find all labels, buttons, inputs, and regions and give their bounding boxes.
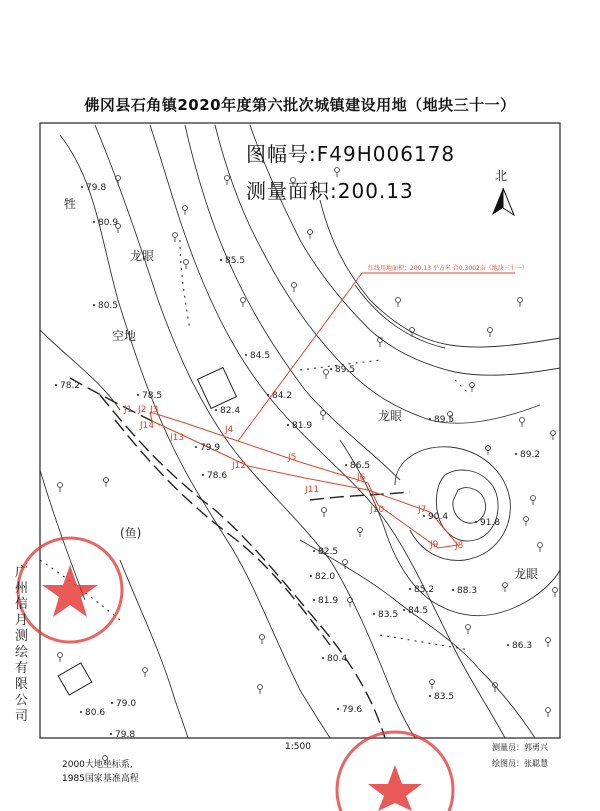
elevation-dot [330, 368, 332, 370]
elevation-dot [93, 304, 95, 306]
elevation-dot [345, 464, 347, 466]
tree-symbol [486, 446, 491, 456]
tree-symbol [520, 418, 525, 428]
tree-symbol [358, 528, 363, 538]
area-label: 测量面积: [246, 179, 338, 203]
elevation-label: 84.5 [408, 606, 429, 616]
tree-symbol [466, 625, 471, 635]
elevation-label: 80.4 [327, 654, 348, 664]
sheet-number-value: F49H006178 [316, 142, 456, 166]
elevation-label: 79.8 [86, 183, 107, 193]
elevation-dot [515, 453, 517, 455]
elevation-dot [313, 599, 315, 601]
elevation-label: 80.5 [98, 301, 119, 311]
elevation-dot [373, 613, 375, 615]
place-name: 龙眼 [130, 249, 155, 263]
elevation-dot [93, 221, 95, 223]
sheet-number [246, 138, 455, 167]
tree-symbol [292, 283, 297, 293]
tree-symbol [183, 206, 188, 216]
elevation-dot [267, 394, 269, 396]
elevation-label: 82.5 [318, 547, 339, 557]
boundary-point-label: J2 [138, 405, 147, 415]
elevation-label: 78.6 [207, 471, 228, 481]
boundary-point-label: J13 [170, 433, 185, 443]
tree-symbol [553, 588, 558, 598]
tree-symbol [58, 483, 63, 493]
tree-symbol [396, 298, 401, 308]
boundary-point-label: J6 [357, 473, 366, 483]
place-name: (鱼) [120, 526, 142, 540]
scale: 1:500 [285, 742, 311, 752]
tree-symbol [225, 176, 230, 186]
tree-symbol [58, 653, 63, 663]
height-datum: 1985国家基准高程 [62, 774, 139, 784]
elevation-label: 81.9 [292, 421, 313, 431]
tree-symbol [538, 543, 543, 553]
elevation-dot [310, 575, 312, 577]
tree-symbol [531, 496, 536, 506]
tree-symbol [324, 370, 329, 380]
tree-symbol [104, 478, 109, 488]
elevation-dot [80, 711, 82, 713]
survey-area [246, 175, 414, 204]
parcel-redline [150, 273, 515, 548]
tree-symbol [184, 260, 189, 270]
tree-symbol [322, 508, 327, 518]
elevation-dot [137, 394, 139, 396]
elevation-dot [429, 418, 431, 420]
elevation-label: 85.2 [414, 585, 435, 595]
elevation-dot [55, 384, 57, 386]
elevation-dot [452, 589, 454, 591]
elevation-label: 83.5 [378, 610, 399, 620]
boundary-point-label: J4 [225, 425, 234, 435]
elevation-dot [507, 644, 509, 646]
elevation-dot [111, 702, 113, 704]
place-name: 龙眼 [514, 567, 539, 581]
elevation-dot [245, 354, 247, 356]
tree-symbol [258, 685, 263, 695]
area-value: 200.13 [337, 179, 414, 203]
road-lines [70, 378, 410, 738]
elevation-dot [81, 186, 83, 188]
tree-symbol [524, 517, 529, 527]
elevation-label: 89.2 [520, 450, 541, 460]
tree-symbol [321, 411, 326, 421]
tree-symbol [143, 668, 148, 678]
tree-symbol [430, 680, 435, 690]
page-title: 佛冈县石角镇2020年度第六批次城镇建设用地（地块三十一） [84, 96, 516, 114]
elevation-dot [475, 521, 477, 523]
elevation-label: 79.8 [115, 730, 136, 740]
elevation-label: 78.2 [60, 381, 81, 391]
boundary-point-label: J12 [232, 461, 247, 471]
tree-symbol [260, 635, 265, 645]
elevation-label: 80.9 [98, 218, 119, 228]
elevation-label: 79.0 [116, 699, 137, 709]
elevation-label: 79.6 [342, 705, 363, 715]
tree-symbol [116, 176, 121, 186]
elevation-label: 85.5 [225, 256, 246, 266]
place-name: 龙眼 [378, 409, 403, 423]
elevation-label: 80.6 [85, 708, 106, 718]
tree-symbol [173, 233, 178, 243]
elevation-label: 82.4 [220, 406, 241, 416]
place-labels [64, 196, 541, 581]
elevation-dot [403, 609, 405, 611]
boundary-point-label: J10 [370, 505, 385, 515]
elevation-label: 86.3 [512, 641, 533, 651]
north-label: 北 [495, 169, 508, 183]
boundary-point-label: J3 [150, 405, 159, 415]
tree-symbol [551, 431, 556, 441]
bottom-stamp [337, 732, 453, 811]
tree-symbol [488, 328, 493, 338]
boundary-point-label: J7 [418, 505, 427, 515]
elevation-dot [313, 550, 315, 552]
elevation-label: 82.0 [315, 572, 336, 582]
boundary-point-label: J5 [288, 453, 297, 463]
elevation-dot [429, 695, 431, 697]
elevation-dot [423, 515, 425, 517]
tree-symbol [470, 383, 475, 393]
boundary-point-label: J1 [124, 405, 133, 415]
elevation-label: 90.4 [428, 512, 449, 522]
boundary-point-label: J8 [455, 541, 464, 551]
elevation-label: 84.2 [272, 391, 293, 401]
elevation-label: 79.9 [200, 443, 221, 453]
elevation-dot [409, 588, 411, 590]
elevation-label: 89.5 [335, 365, 356, 375]
surveyor: 测量员：郭勇兴 [492, 743, 548, 752]
elevation-dot [337, 708, 339, 710]
elevation-dot [220, 259, 222, 261]
stamp-left-text: 广州信月测绘有限公司 [15, 565, 29, 724]
boundary-point-label: J9 [430, 540, 439, 550]
contour-lines [40, 125, 560, 738]
elevation-label: 88.3 [457, 586, 478, 596]
area-annotation: 红线用地面积：200.13 平方米 合0.3002亩（地块三十一） [368, 265, 528, 272]
tree-symbol [308, 230, 313, 240]
building [58, 663, 92, 695]
place-name: 牲 [64, 197, 77, 211]
sheet-number-label: 图幅号: [246, 142, 317, 166]
north-arrow [492, 188, 514, 215]
elevation-label: 91.8 [480, 518, 501, 528]
drafter: 绘图员：张聪慧 [492, 759, 548, 768]
elevation-dot [322, 657, 324, 659]
elevation-label: 78.5 [142, 391, 163, 401]
elevation-dot [110, 733, 112, 735]
elevation-label: 84.5 [250, 351, 271, 361]
tree-symbol [546, 638, 551, 648]
elevation-label: 83.5 [434, 692, 455, 702]
elevation-dot [195, 446, 197, 448]
coord-system: 2000大地坐标系, [62, 760, 133, 770]
elevation-label: 86.5 [350, 461, 371, 471]
tree-symbol [241, 298, 246, 308]
tree-symbol [503, 583, 508, 593]
elevation-dot [287, 424, 289, 426]
place-name: 空地 [112, 329, 137, 343]
elevation-dot [202, 474, 204, 476]
boundary-point-label: J11 [305, 485, 320, 495]
boundary-point-label: J14 [140, 421, 155, 431]
elevation-dot [215, 409, 217, 411]
elevation-label: 81.9 [318, 596, 339, 606]
elevation-label: 89.5 [434, 415, 455, 425]
tree-symbol [546, 708, 551, 718]
tree-symbol [518, 298, 523, 308]
